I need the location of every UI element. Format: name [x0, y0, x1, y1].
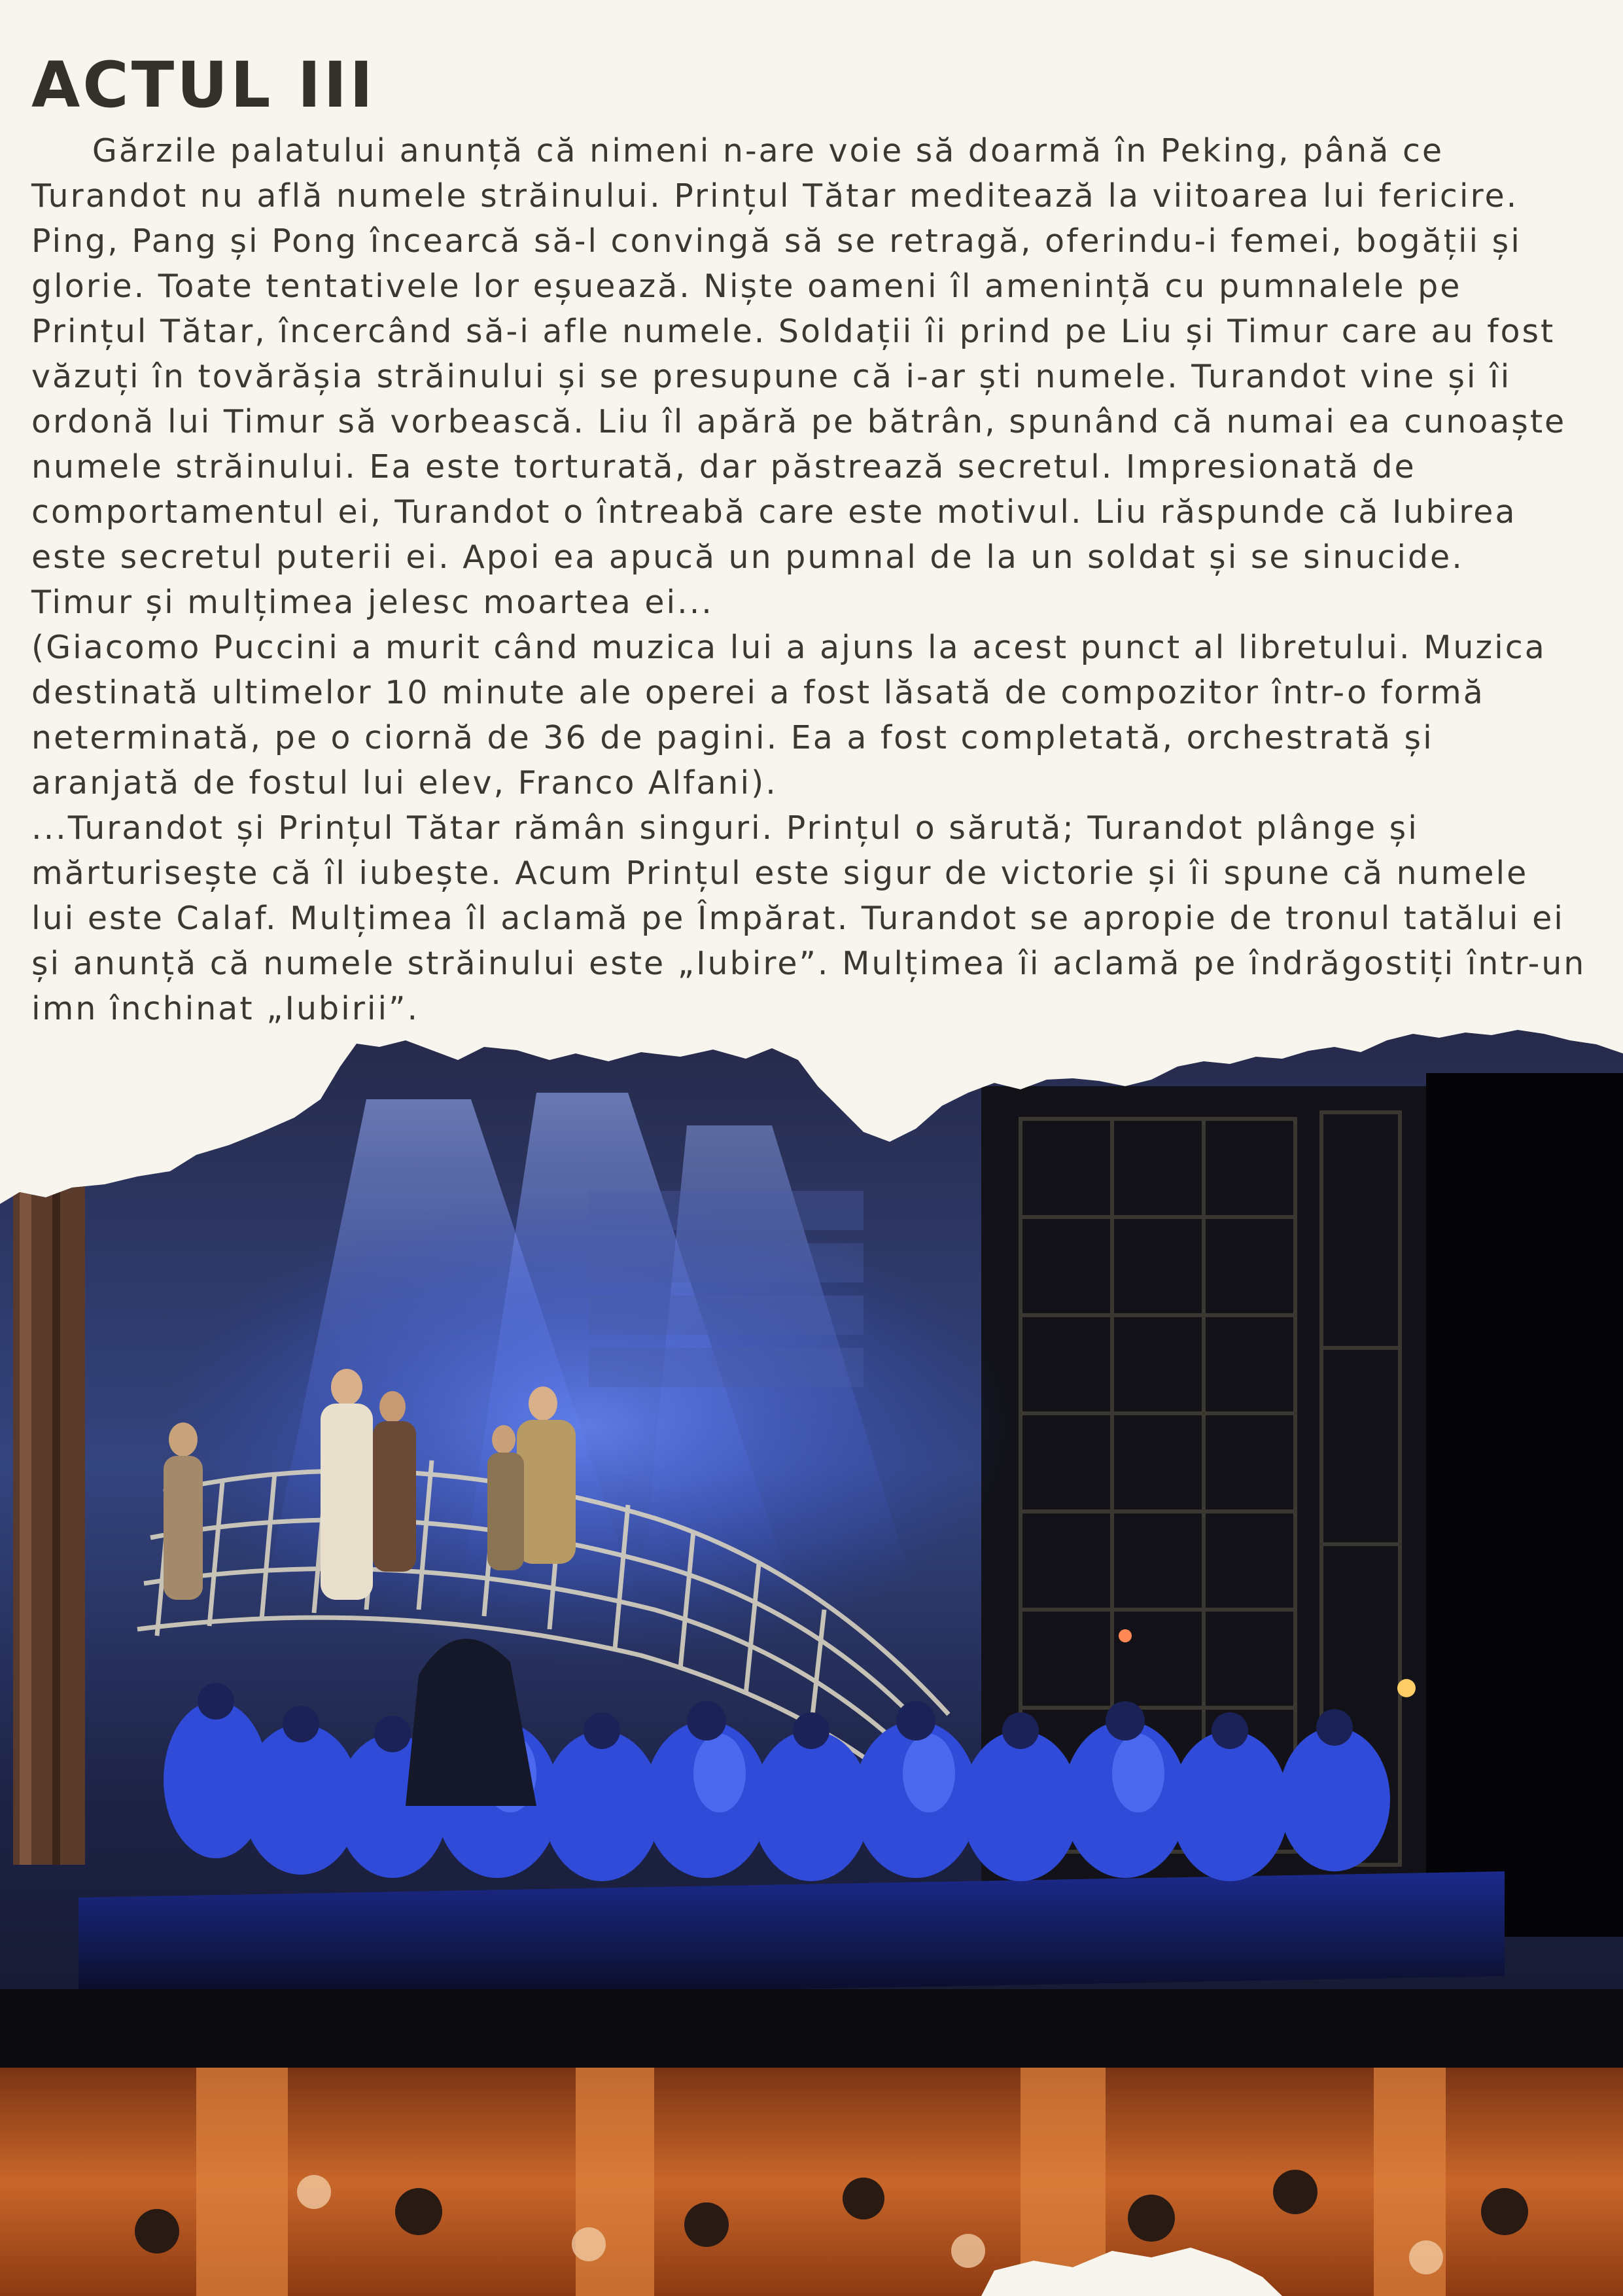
text-line: lui este Calaf. Mulțimea îl aclamă pe Împărat. Turandot se apropie de tronul tatălui ei [31, 900, 1565, 937]
text-line: ...Turandot și Prințul Tătar rămân singuri. Prințul o sărută; Turandot plânge și [31, 809, 1419, 847]
page-title: ACTUL III [31, 48, 375, 122]
text-line: numele străinului. Ea este torturată, dar păstrează secretul. Impresionată de [31, 448, 1416, 486]
text-line: Ping, Pang și Pong încearcă să-l convingă să se retragă, oferindu-i femei, bogății și [31, 222, 1522, 260]
text-line: Turandot nu află numele străinului. Prințul Tătar meditează la viitoarea lui fericire. [31, 177, 1519, 215]
text-line: imn închinat „Iubirii”. [31, 990, 420, 1027]
text-line: mărturisește că îl iubește. Acum Prințul este sigur de victorie și îi spune că numele [31, 855, 1529, 892]
synopsis-text [31, 128, 1601, 1031]
stage-photo [0, 1021, 1623, 2296]
text-line: glorie. Toate tentativele lor eșuează. Niște oameni îl amenință cu pumnalele pe [31, 268, 1462, 305]
text-line: ordonă lui Timur să vorbească. Liu îl apără pe bătrân, spunând că numai ea cunoaște [31, 403, 1567, 440]
text-line: Prințul Tătar, încercând să-i afle numele. Soldații îi prind pe Liu și Timur care au fost [31, 313, 1556, 350]
text-line: este secretul puterii ei. Apoi ea apucă un pumnal de la un soldat și se sinucide. [31, 539, 1464, 576]
text-line: destinată ultimelor 10 minute ale operei a fost lăsată de compozitor într-o formă [31, 674, 1485, 711]
text-line: și anunță că numele străinului este „Iubire”. Mulțimea îi aclamă pe îndrăgostiți într-un [31, 945, 1586, 982]
text-line: aranjată de fostul lui elev, Franco Alfani). [31, 764, 778, 802]
stage-photo-graphic [0, 1021, 1623, 2296]
text-line: neterminată, pe o ciornă de 36 de pagini. Ea a fost completată, orchestrată și [31, 719, 1434, 756]
text-line: comportamentul ei, Turandot o întreabă care este motivul. Liu răspunde că Iubirea [31, 493, 1517, 531]
text-line: Timur și mulțimea jelesc moartea ei... [31, 584, 714, 621]
text-line: (Giacomo Puccini a murit când muzica lui a ajuns la acest punct al libretului. Muzica [31, 629, 1546, 666]
text-line: văzuți în tovărășia străinului și se presupune că i-ar ști numele. Turandot vine și îi [31, 358, 1512, 395]
text-line: Gărzile palatului anunță că nimeni n-are voie să doarmă în Peking, până ce [31, 132, 1444, 169]
